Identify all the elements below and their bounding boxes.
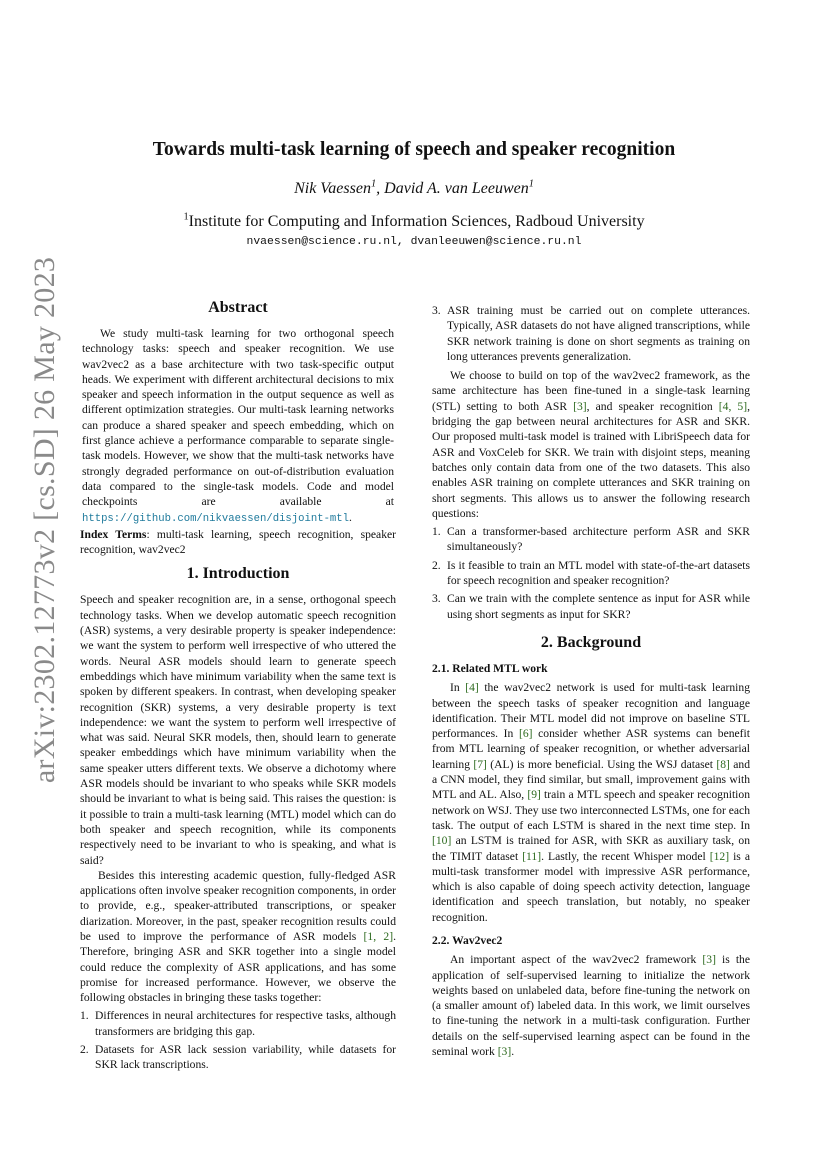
citation-link[interactable]: [1, 2] (363, 929, 394, 943)
list-item: 1. Differences in neural architectures for respective tasks, although transformers are bridging this gap. (80, 1009, 396, 1038)
arxiv-identifier: arXiv:2302.12773v2 [cs.SD] 26 May 2023 (28, 256, 61, 784)
citation-link[interactable]: [4, 5] (718, 399, 748, 413)
related-work-paragraph: In [4] the wav2vec2 network is used for multi-task learning between the speech tasks of speaker recognition and language identification. Their MTL model did not improve on baseline STL performances. In [6] consider whether ASR systems can benefit from MTL learning of speaker recognition, or whether adversarial learning [7] (AL) is more beneficial. Using the WSJ dataset [8] and a CNN model, they find similar, but small, improvement gains with MTL and AL. Also, [9] train a MTL speech and speaker recognition network on WSJ. They use two interconnected LSTMs, one for each task. The output of each LSTM is shared in the next time step. In [10] an LSTM is trained for ASR, with SKR as auxiliary task, on the TIMIT dataset [11]. Lastly, the recent Whisper model [12] is a multi-task transformer model with impressive ASR performance, which is also capable of doing speech activity detection, language identification and speech translation, but notably, no speaker recognition. (432, 681, 751, 924)
wav2vec2-subheading: 2.2. Wav2vec2 (432, 933, 503, 947)
citation-link[interactable]: [12] (709, 849, 730, 863)
code-repository-link[interactable]: https://github.com/nikvaessen/disjoint-mtl (82, 512, 350, 525)
citation-link[interactable]: [3] (573, 399, 587, 413)
citation-link[interactable]: [10] (432, 834, 452, 848)
background-heading: 2. Background (540, 633, 642, 651)
index-terms: Index Terms: multi-task learning, speech recognition, speaker recognition, wav2vec2 (80, 527, 396, 557)
citation-link[interactable]: [8] (716, 757, 730, 771)
author-emails: nvaessen@science.ru.nl, dvanleeuwen@science.ru.nl (246, 236, 582, 248)
right-column (432, 300, 750, 1059)
related-work-subheading: 2.1. Related MTL work (432, 661, 548, 675)
author-name: David A. van Leeuwen (384, 180, 529, 197)
left-column (80, 298, 396, 1077)
wav2vec2-paragraph: An important aspect of the wav2vec2 framework [3] is the application of self-supervised learning to initialize the network weights based on unlabeled data, before fine-tuning the network on (a smaller amount of) labeled data. In this work, we limit ourselves to fine-tuning the network in a multi-task configuration. Further details on the self-supervised learning aspect can be found in the seminal work [3]. (432, 953, 750, 1059)
list-item: 3. Can we train with the complete sentence as input for ASR while using short segments as input for SKR? (432, 592, 750, 621)
abstract-heading: Abstract (208, 299, 268, 316)
citation-link[interactable]: [4] (465, 681, 479, 695)
introduction-heading: 1. Introduction (186, 565, 290, 583)
paper-title: Towards multi-task learning of speech and speaker recognition (152, 139, 676, 160)
list-item: 3. ASR training must be carried out on complete utterances. Typically, ASR datasets do not have aligned transcriptions, while SKR network training is done on short segments as training on long utterances prevents generalization. (432, 304, 750, 363)
author-list: Nik Vaessen$^1$, David A. van Leeuwen$^1$ (294, 178, 534, 197)
list-item: 1. Can a transformer-based architecture perform ASR and SKR simultaneously? (432, 525, 750, 554)
body-paragraph: We choose to build on top of the wav2vec2 framework, as the same architecture has been fine-tuned in a single-task learning (STL) setting to both ASR [3], and speaker recognition [4, 5], bridging the gap between neural architectures for ASR and SKR. Our proposed multi-task model is trained with LibriSpeech data for ASR and VoxCeleb for SKR. We train with disjoint steps, meaning batches only contain data from one of the two datasets. This also enables ASR training on complete utterances and SKR training on short segments. This allows us to answer the following research questions: (432, 369, 750, 520)
citation-link[interactable]: [7] (473, 757, 487, 771)
affiliation-mark: 1 (183, 211, 189, 223)
abstract-text: We study multi-task learning for two orthogonal speech technology tasks: speech and speaker recognition. We use wav2vec2 as a base architecture with two task-specific output heads. We experiment with different architectural decisions to mix speaker and speech information in the output sequence as well as different optimization strategies. Our multi-task learning networks can produce a shared speaker and speech embedding, which on first glance achieve a performance comparable to separate single-task models. However, we show that the multi-task networks have strongly degraded performance on out-of-distribution evaluation data compared to the single-task models. Code and model checkpoints are available at https://github.com/nikvaessen/disjoint-mtl. (82, 327, 394, 525)
intro-paragraph: Besides this interesting academic question, fully-fledged ASR applications often involve speaker recognition components, in order to provide, e.g., speaker-attributed transcriptions, or speaker diarization. Moreover, in the past, speaker recognition results could be used to improve the performance of ASR models [1, 2]. Therefore, bringing ASR and SKR together into a single model could reduce the complexity of ASR applications, and has some promise for increased performance. However, we observe the following obstacles in bringing these tasks together: (80, 868, 396, 1005)
citation-link[interactable]: [3] (702, 953, 716, 967)
intro-paragraph: Speech and speaker recognition are, in a sense, orthogonal speech technology tasks. When we develop automatic speech recognition (ASR) systems, a very desirable property is speaker independence: we want the system to perform well irrespective of who uttered the words. Neural ASR models should learn to generate speech embeddings which have minimum variability when the same text is spoken by different speakers. In contrast, when developing speaker recognition (SKR) systems, a very desirable property is text independence: we want the system to perform well irrespective of what was said. Neural SKR models, then, should learn to generate speaker embeddings which have minimum variability when the same speaker utters different texts. We observe a dichotomy where ASR models should be invariant to who speaks while SKR models should be invariant to what is being said. This raises the question: is it possible to train a multi-task learning (MTL) model which can do both speaker and speech recognition, while its components respectively need to be invariant to who is speaking, and what is said? (80, 593, 396, 867)
list-item: 2. Datasets for ASR lack session variability, while datasets for SKR lack transcriptions. (80, 1043, 396, 1072)
abstract-body (80, 326, 396, 527)
obstacle-list (80, 1008, 396, 1072)
author-affiliation-mark: 1 (528, 178, 534, 190)
affiliation: $^1$Institute for Computing and Information Sciences, Radboud University (183, 211, 645, 230)
author-affiliation-mark: 1 (370, 178, 377, 190)
list-item: 2. Is it feasible to train an MTL model with state-of-the-art datasets for speech recognition and speaker recognition? (432, 558, 750, 588)
obstacle-list-continued (432, 303, 750, 364)
citation-link[interactable]: [3] (497, 1045, 512, 1059)
citation-link[interactable]: [6] (518, 727, 533, 741)
citation-link[interactable]: [11] (522, 849, 542, 863)
citation-link[interactable]: [9] (527, 788, 541, 802)
author-name: Nik Vaessen (294, 180, 371, 197)
research-question-list (432, 524, 750, 622)
